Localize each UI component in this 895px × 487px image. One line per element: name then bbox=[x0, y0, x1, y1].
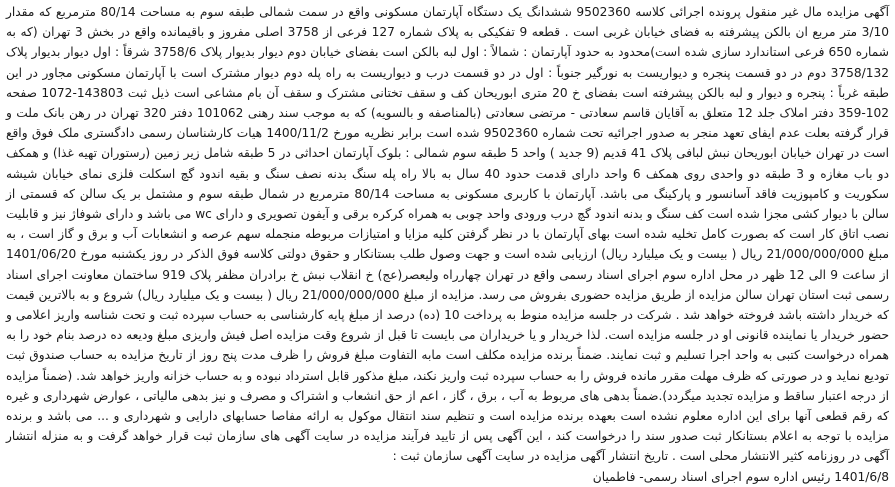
notice-body: آگهی مزایده مال غیر منقول پرونده اجرائی کلاسه 9502360 ششدانگ یک دستگاه آپارتمان مسکونی واقع در سمت شمالی طبقه سوم به مساحت 80/14 مترمربع که مقدار 3/10 متر مربع ان بالکن پیشرفته به فضای خیابان غربی است . قطعه 9 تفکیکی به پلاک شماره 127 فرعی از 3758 اصلی مفروز و باقیمانده واقع در بخش 3 تهران (که به شماره 650 فرعی استاندارد سازی شده است)محدود به حدود آپارتمان : شمالاً : اول لبه بالکن است بفضای خیابان دوم دیوار بدیوار پلاک 3758/6 شرقاً : اول دیوار بدیوار پلاک 3758/132 دوم در دو قسمت پنجره و دیواریست به نورگیر جنوباً : اول در دو قسمت درب و دیواریست به راه پله دوم دیوار مشترک است با آپارتمان مسکونی مجاور در این طبقه غرباً : پنجره و دیوار و لبه بالکن پیشرفته است بفضای خ 20 متری ابوریحان کف و سقف تختانی مشترک و سقف آن بام مشاعی است ذیل ثبت 143803-1072 صفحه 102-359 دفتر املاک جلد 12 متعلق به آقایان قاسم سعادتی - مرتضی سعادتی (بالمناصفه و بالسویه) که به موجب سند رهنی 101062 دفتر 320 تهران در رهن بانک ملت و قرار گرفته بعلت عدم ایفای تعهد منجر به صدور اجرائیه تحت شماره 9502360 شده است برابر نظریه مورخ 1400/11/2 هیات کارشناسان رسمی دادگستری ملک فوق واقع است در تهران خیابان ابوریحان نبش لبافی پلاک 41 قدیم (9 جدید ) واحد 5 طبقه سوم شمالی : بلوک آپارتمان احداثی در 5 طبقه شامل زیر زمین (رستوران تهیه غذا) و همکف دو باب مغازه و 3 طبقه دو واحدی روی همکف 6 واحد دارای قدمت حدود 40 سال به بالا راه پله سنگ بدنه نصف سنگ و بقیه اندود گچ اسکلت فلزی نمای خیابان شیشه سکوریت و کامپوزیت فاقد آسانسور و پارکینگ می باشد. آپارتمان با کاربری مسکونی به مساحت 80/14 مترمربع در شمال طبقه سوم و مشتمل بر یک سالن که قسمتی از سالن با دیوار کشی مجزا شده است کف سنگ و بدنه اندود گچ درب ورودی واحد چوبی به همراه کرکره برقی و آیفون تصویری و دارای wc می باشد و دارای شوفاژ نیز و قابلیت نصب اتاق کار است که بصورت کامل تخلیه شده است بهای آپارتمان با در نظر گرفتن کلیه مزایا و امتیازات مربوطه منجمله سهم عرصه و انشعابات آب و برق و گاز است ، به مبلغ 21/000/000/000 ریال ( بیست و یک میلیارد ریال) ارزیابی شده است و جهت وصول طلب بستانکار و حقوق دولتی کلاسه فوق الذکر در روز یکشنبه مورخ 1401/06/20 از ساعت 9 الی 12 ظهر در محل اداره سوم اجرای اسناد رسمی واقع در تهران چهارراه ولیعصر(عج) خ انقلاب نبش خ برادران مظفر پلاک 919 ساختمان معاونت اجرای اسناد رسمی ثبت استان تهران سالن مزایده از طریق مزایده حضوری بفروش می رسد. مزایده از مبلغ 21/000/000/000 ریال ( بیست و یک میلیارد ریال) شروع و به بالاترین قیمت که خریدار داشته باشد فروخته خواهد شد . شرکت در جلسه مزایده منوط به پرداخت 10 (ده) درصد از مبلغ پایه کارشناسی به حساب سپرده ثبت و تحت شناسه واریز اعلامی و حضور خریدار یا نماینده قانونی او در جلسه مزایده است. لذا خریدار و یا خریداران می بایست تا قبل از شروع وقت مزایده اصل فیش واریزی مبلغ ودیعه ده درصد بنام خود را به همراه درخواست کتبی به واحد اجرا تسلیم و ثبت نمایند. ضمناً برنده مزایده مکلف است مابه التفاوت مبلغ فروش را ظرف مدت پنج روز از تاریخ مزایده به حساب صندوق ثبت تودیع نماید و در صورتی که ظرف مهلت مقرر مانده فروش را به حساب سپرده ثبت واریز نکند، مبلغ مذکور قابل استرداد نبوده و به حساب خزانه واریز خواهد شد. (ضمناً مزایده از درجه اعتبار ساقط و مزایده تجدید میگردد).ضمناً بدهی های مربوط به آب ، برق ، گاز ، اعم از حق انشعاب و اشتراک و مصرف و نیز بدهی مالیاتی ، عوارض شهرداری و غیره که رقم قطعی آنها برای این اداره معلوم نشده است بعهده برنده مزایده است و تنظیم سند انتقال موکول به ارائه مفاصا حسابهای دارایی و شهرداری و ... می باشد و برنده مزایده با توجه به اعلام بستانکار ثبت صدور سند را درخواست کند ، این آگهی پس از تایید فرآیند مزایده در سایت آگهی های سازمان ثبت قرار خواهد گرفت و به منزله انتشار آگهی در روزنامه کثیر الانتشار محلی است . تاریخ انتشار آگهی مزایده در سایت آگهی سازمان ثبت : bbox=[6, 5, 890, 464]
notice-signature: 1401/6/8 رئیس اداره سوم اجرای اسناد رسمی- فاطمیان bbox=[592, 469, 889, 484]
